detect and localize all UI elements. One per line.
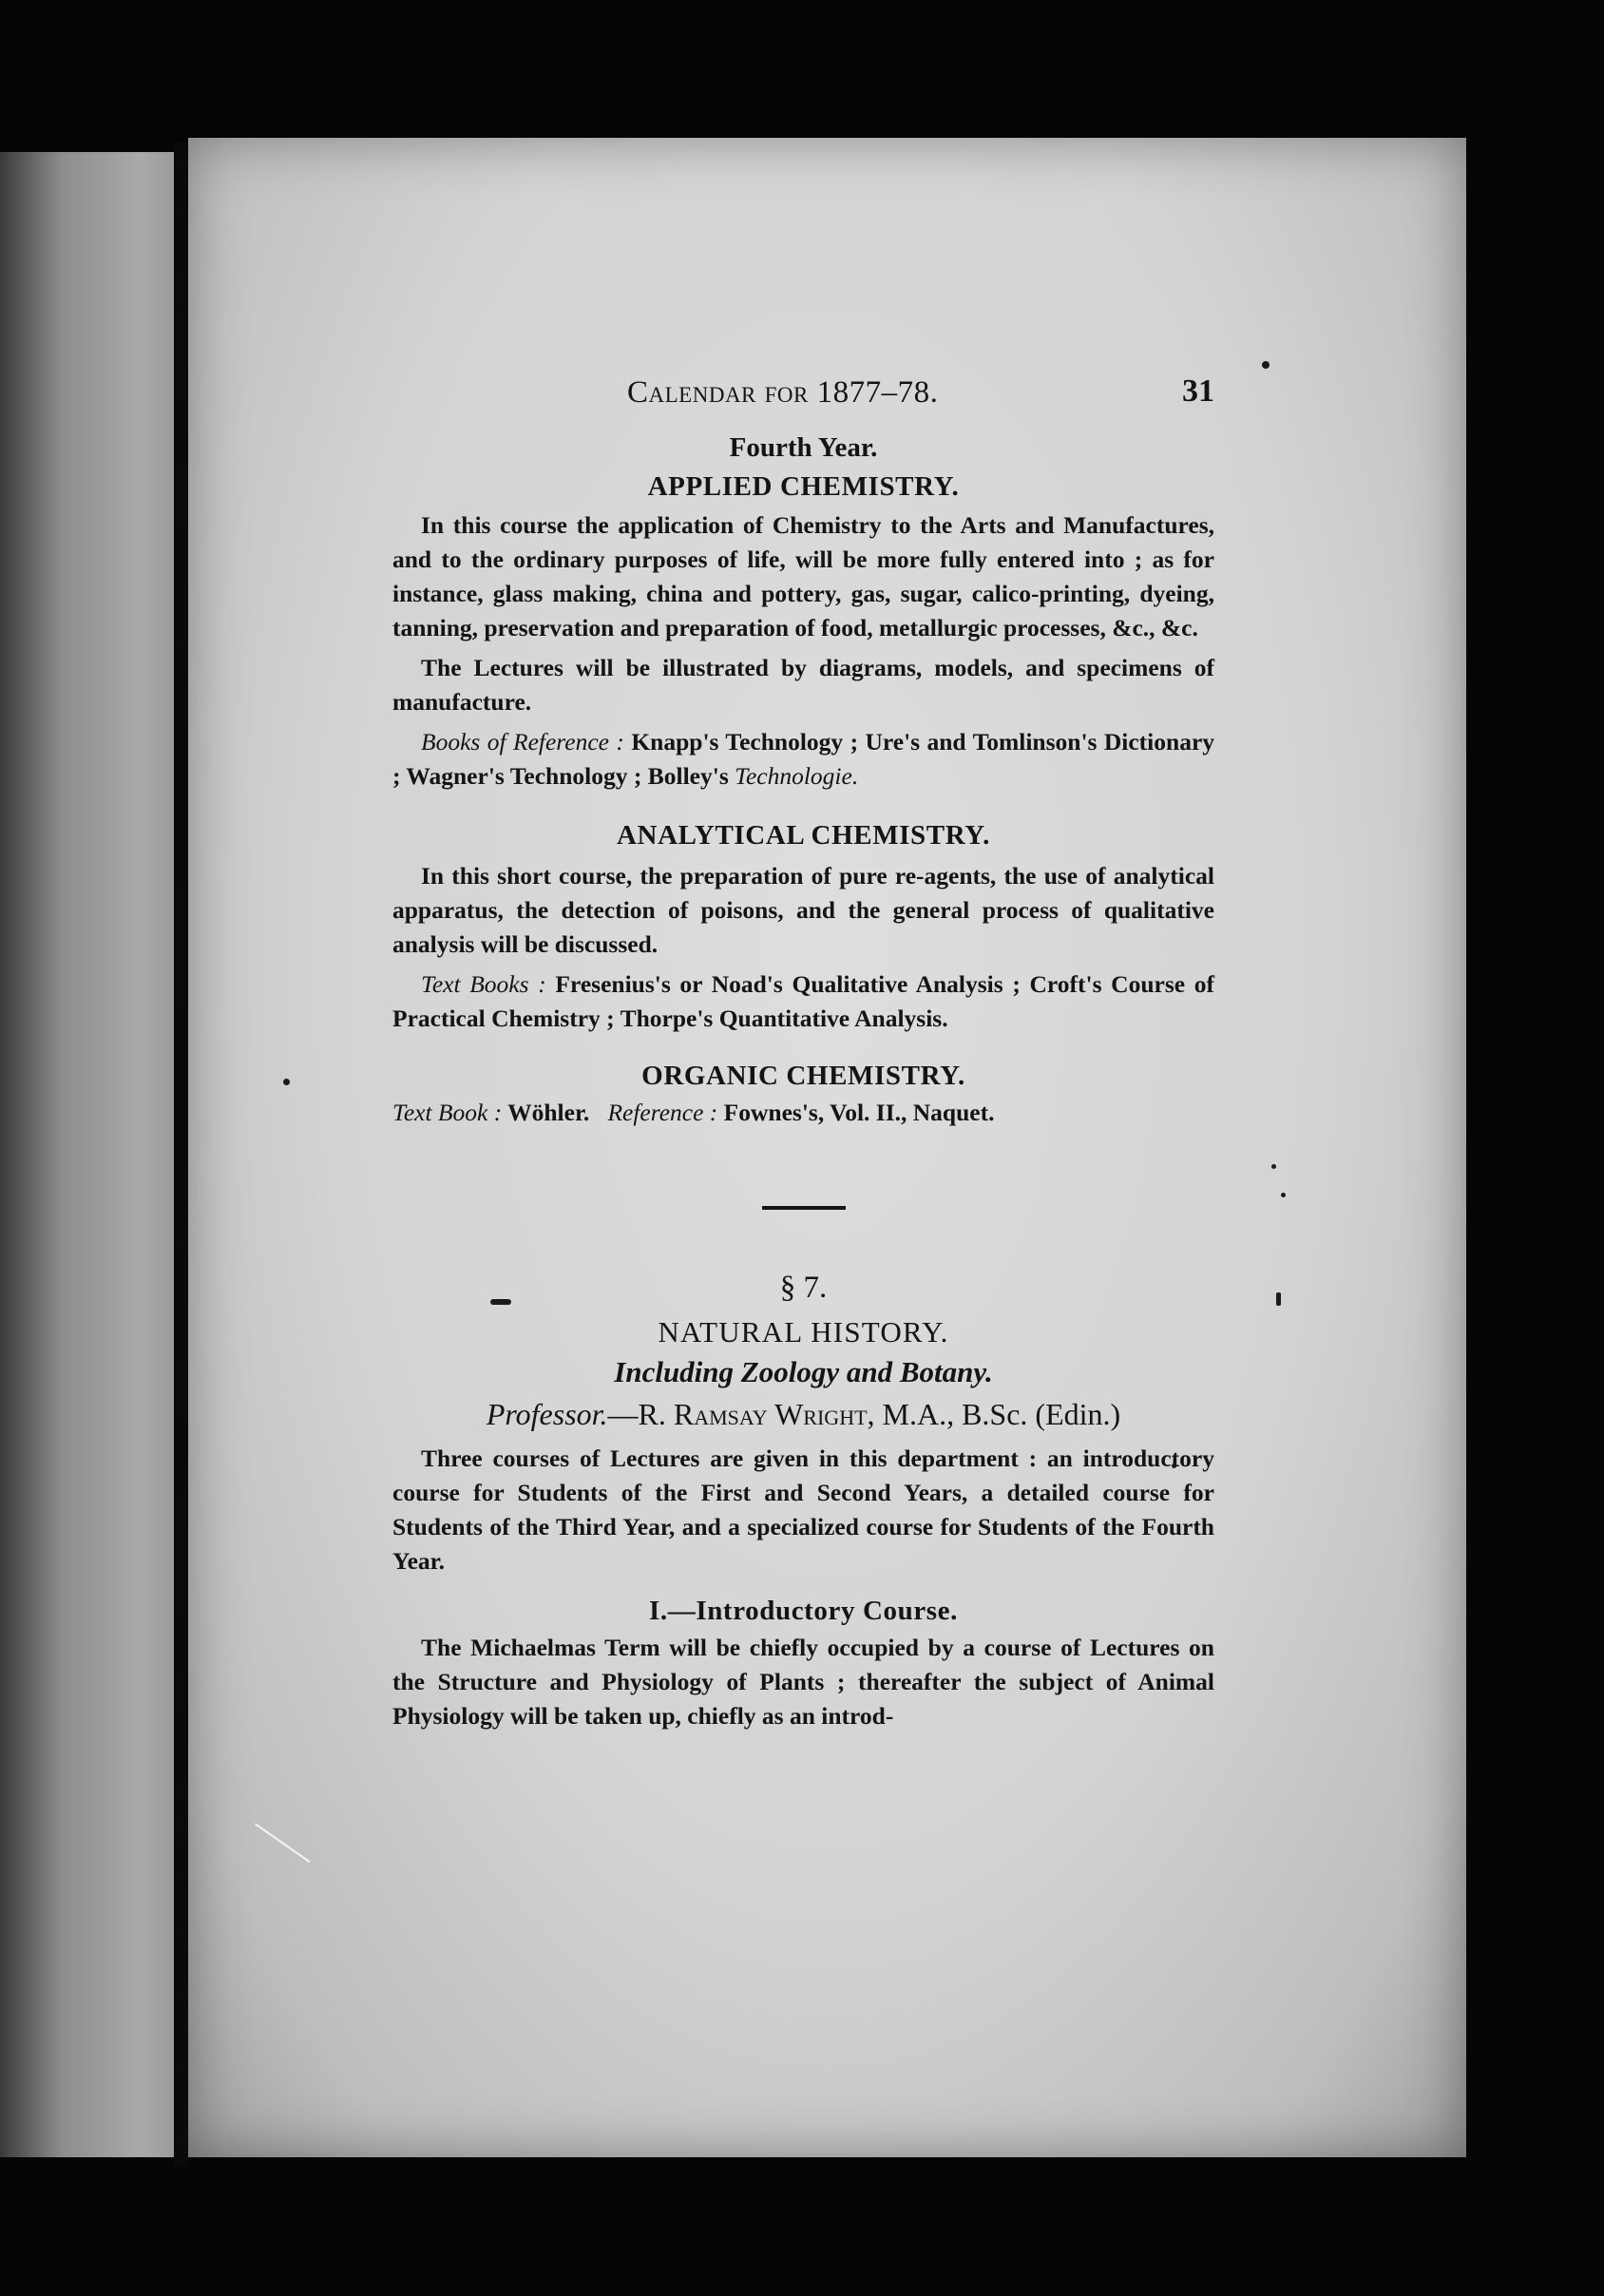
organic-text-book-text: Wöhler. <box>507 1099 590 1126</box>
professor-name: Ramsay Wright, <box>673 1397 875 1431</box>
analytical-text-books-text: Fresenius's or Noad's Qualitative Analysis ; Croft's Course of Practical Chemistry ; Thorpe's Quantitative Analysis. <box>392 970 1215 1032</box>
introductory-course-paragraph: The Michaelmas Term will be chiefly occupied by a course of Lectures on the Structure and Physiology of Plants ; thereafter the subject of Animal Physiology will be taken up, chiefly as an introd- <box>392 1634 1214 1730</box>
ink-speck <box>1281 1193 1286 1197</box>
running-head-years: 1877–78. <box>816 375 939 410</box>
introductory-course-heading: I.—Introductory Course. <box>648 1596 958 1626</box>
applied-chemistry-paragraph: In this course the application of Chemistry to the Arts and Manufactures, and to the ordinary purposes of life, will be more fully entered into ; as for instance, glass making, china and pottery, gas, sugar, calico-printing, dyeing, tanning, preservation and preparation of food, metallurgic processes, &c., &c. <box>392 511 1214 641</box>
ink-speck <box>283 1079 290 1085</box>
running-head-prefix: Calendar for <box>627 375 809 410</box>
ink-speck <box>1262 361 1270 369</box>
natural-history-subtitle: Including Zoology and Botany. <box>614 1355 993 1388</box>
analytical-text-books-label: Text Books : <box>421 970 546 998</box>
analytical-chemistry-paragraph: In this short course, the preparation of pure re-agents, the use of analytical apparatus, the detection of poisons, and the general process of qualitative analysis will be discussed. <box>392 862 1214 958</box>
running-header <box>392 375 1214 419</box>
organic-reference-label: Reference : <box>607 1099 718 1126</box>
professor-edin: (Edin.) <box>1035 1397 1121 1431</box>
organic-chemistry-books <box>392 1096 1214 1130</box>
books-of-reference-text: Knapp's Technology ; Ure's and Tomlinson's Dictionary ; Wagner's Technology ; Bolley's <box>392 728 1215 790</box>
analytical-chemistry-heading: ANALYTICAL CHEMISTRY. <box>617 820 990 851</box>
organic-reference-text: Fownes's, Vol. II., Naquet. <box>723 1099 995 1126</box>
books-of-reference-label: Books of Reference : <box>421 728 624 756</box>
page-text <box>392 375 1214 1733</box>
running-head <box>627 375 938 411</box>
professor-degrees: M.A., B.Sc. <box>882 1397 1028 1431</box>
book-gutter <box>174 143 189 2167</box>
paper-scratch <box>255 1823 310 1863</box>
section-number: § 7. <box>779 1271 828 1305</box>
analytical-text-books <box>392 967 1214 1036</box>
books-of-reference-italic: Technologie. <box>735 762 859 790</box>
page-number: 31 <box>1182 373 1214 409</box>
lectures-paragraph: The Lectures will be illustrated by diagrams, models, and specimens of manufacture. <box>392 654 1214 716</box>
ink-speck <box>1271 1164 1276 1169</box>
natural-history-intro: Three courses of Lectures are given in this department : an introductory course for Students of the First and Second Years, a detailed course for Students of the Third Year, and a specialized course for Students of the Fourth Year. <box>392 1445 1214 1575</box>
ink-speck <box>1276 1292 1281 1306</box>
organic-text-book-label: Text Book : <box>392 1099 503 1126</box>
professor-label: Professor. <box>486 1397 608 1431</box>
natural-history-heading: NATURAL HISTORY. <box>658 1315 949 1349</box>
applied-chemistry-heading: APPLIED CHEMISTRY. <box>647 471 960 502</box>
organic-chemistry-heading: ORGANIC CHEMISTRY. <box>641 1061 965 1091</box>
professor-dash: —R. <box>607 1397 666 1431</box>
books-of-reference <box>392 725 1214 794</box>
fourth-year-heading: Fourth Year. <box>729 432 878 463</box>
previous-page-edge <box>0 152 176 2157</box>
professor-line <box>392 1397 1214 1432</box>
